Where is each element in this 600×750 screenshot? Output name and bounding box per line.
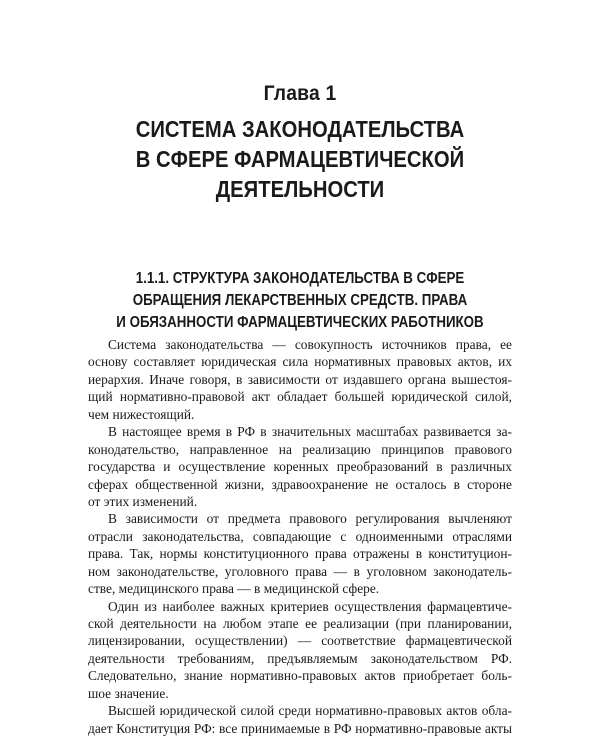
- paragraph: [88, 336, 512, 423]
- section-title-line: ОБРАЩЕНИЯ ЛЕКАРСТВЕННЫХ СРЕДСТВ. ПРАВА: [132, 292, 468, 309]
- text-line: чем нижестоящий.: [88, 406, 195, 422]
- section-title-line: 1.1.1. СТРУКТУРА ЗАКОНОДАТЕЛЬСТВА В СФЕРЕ: [135, 270, 465, 287]
- text-line: В зависимости от предмета правового регулирования вычленяют: [108, 511, 512, 527]
- text-line: Следовательно, знание нормативно-правовых актов приобретает боль-: [88, 668, 512, 684]
- text-line: основу составляет юридическая сила нормативных правовых актов, их: [88, 354, 512, 370]
- text-line: иерархия. Иначе говоря, в зависимости от издавшего органа вышестоя-: [88, 371, 512, 387]
- text-line: В настоящее время в РФ в значительных масштабах развивается за-: [108, 424, 512, 440]
- paragraph: [88, 598, 512, 703]
- text-line: от этих изменений.: [88, 493, 198, 509]
- text-line: сферах общественной жизни, здравоохранение не осталось в стороне: [88, 476, 512, 492]
- body-text: [88, 336, 512, 737]
- text-line: щий нормативно-правовой акт обладает большей юридической силой,: [88, 389, 512, 405]
- paragraph: [88, 702, 512, 737]
- text-line: ном законодательстве, уголовного права — в уголовном законодатель-: [88, 563, 512, 579]
- chapter-title-line: СИСТЕМА ЗАКОНОДАТЕЛЬСТВА: [135, 116, 465, 142]
- chapter-title-line: В СФЕРЕ ФАРМАЦЕВТИЧЕСКОЙ: [135, 146, 465, 172]
- section-title: [42, 268, 558, 334]
- text-line: Высшей юридической силой среди нормативно-правовых актов обла-: [108, 703, 512, 719]
- paragraph: [88, 423, 512, 510]
- chapter-title-line: ДЕЯТЕЛЬНОСТИ: [215, 176, 385, 202]
- text-line: конодательство, направленное на реализацию принципов правового: [88, 441, 512, 457]
- text-line: стве, медицинского права — в медицинской сфере.: [88, 581, 380, 597]
- text-line: дает Конституция РФ: все принимаемые в РФ нормативно-правовые акты: [88, 720, 512, 736]
- text-line: Один из наиболее важных критериев осуществления фармацевтиче-: [108, 598, 512, 614]
- text-line: шое значение.: [88, 685, 169, 701]
- paragraph: [88, 510, 512, 597]
- text-line: деятельности требованиям, предъявляемым законодательством РФ.: [88, 650, 512, 666]
- chapter-label: Глава 1: [263, 82, 337, 105]
- text-line: права. Так, нормы конституционного права отражены в конституцион-: [88, 546, 512, 562]
- text-line: лицензировании, осуществлении) — соответствие фармацевтической: [88, 633, 512, 649]
- section-title-line: И ОБЯЗАННОСТИ ФАРМАЦЕВТИЧЕСКИХ РАБОТНИКОВ: [116, 314, 484, 331]
- text-line: ской деятельности на любом этапе ее реализации (при планировании,: [88, 616, 512, 631]
- text-line: Система законодательства — совокупность источников права, ее: [108, 337, 512, 352]
- text-line: государства и осуществление коренных преобразований в различных: [88, 459, 512, 475]
- chapter-title: [36, 114, 564, 204]
- text-line: отрасли законодательства, совпадающие с одноименными отраслями: [88, 528, 512, 544]
